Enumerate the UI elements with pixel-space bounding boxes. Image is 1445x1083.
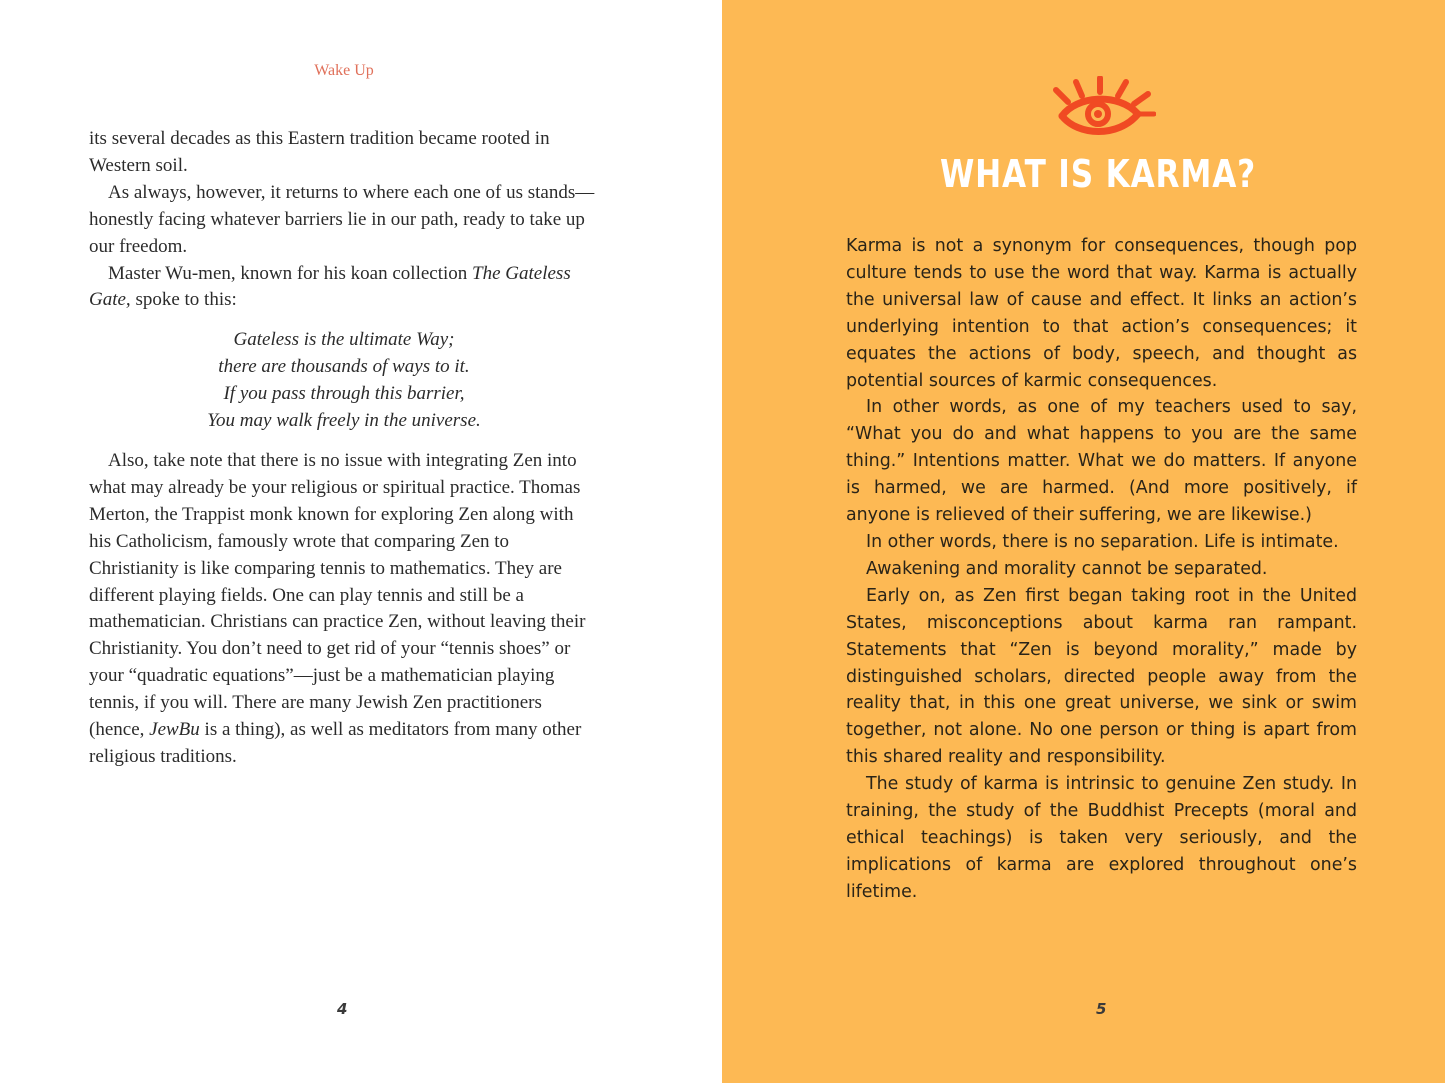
paragraph: Early on, as Zen first began taking root in the United States, misconceptions about karma ran rampant. Statements that “Zen is beyond morality,” made by distinguished scholars, directed people away from the reality that, in this one great universe, we sink or swim together, not alone. No one person or thing is apart from this shared reality and responsibility. <box>846 585 1357 768</box>
paragraph: its several decades as this Eastern tradition became rooted in Western soil. <box>89 128 550 176</box>
eye-icon <box>1048 76 1156 144</box>
paragraph: In other words, there is no separation. Life is intimate. <box>866 531 1339 552</box>
verse-line: You may walk freely in the universe. <box>207 410 481 432</box>
verse-line: there are thousands of ways to it. <box>218 356 470 378</box>
text-span: Also, take note that there is no issue with integrating Zen into what may already be your religious or spiritual practice. Thomas Merton, the Trappist monk known for exploring Zen along with his Catholicism, famously wrote that comparing Zen to Christianity is like comparing tennis to mathematics. They are different playing fields. One can play tennis and still be a mathematician. Christians can practice Zen, without leaving their Christianity. You don’t need to get rid of your “tennis shoes” or your “quadratic equations”—just be a mathematician playing tennis, if you will. There are many Jewish Zen practitioners (hence, <box>89 449 586 741</box>
paragraph: In other words, as one of my teachers used to say, “What you do and what happens to you are the same thing.” Intentions matter. What we do matters. If anyone is harmed, we are harmed. (And more positively, if anyone is relieved of their suffering, we are likewise.) <box>846 397 1357 526</box>
paragraph-wumen <box>89 261 599 315</box>
text-span: spoke to this: <box>130 289 237 311</box>
paragraph: As always, however, it returns to where each one of us stands—honestly facing whatever barriers lie in our path, ready to take up our freedom. <box>89 181 595 257</box>
paragraph-final <box>89 448 599 771</box>
page-number-left: 4 <box>337 1000 348 1018</box>
paragraph: The study of karma is intrinsic to genuine Zen study. In training, the study of the Buddhist Precepts (moral and ethical teachings) is taken very seriously, and the implications of karma are explored throughout one’s lifetime. <box>846 774 1357 902</box>
verse-quote <box>89 327 599 435</box>
text-span: is a thing), as well as meditators from many other religious traditions. <box>89 719 582 767</box>
right-body-text <box>846 233 1357 906</box>
running-head: Wake Up <box>314 62 374 79</box>
page-number-right: 5 <box>1096 1000 1107 1018</box>
paragraph: Karma is not a synonym for consequences, though pop culture tends to use the word that way. Karma is actually the universal law of cause and effect. It links an action’s underlying intention to that action’s consequences; it equates the actions of body, speech, and thought as potential sources of karmic consequences. <box>846 236 1357 391</box>
paragraph: Awakening and morality cannot be separated. <box>866 558 1268 579</box>
book-title: The Gateless Gate, <box>89 262 571 311</box>
left-page <box>0 0 722 1083</box>
left-body-text <box>89 126 599 771</box>
verse-line: Gateless is the ultimate Way; <box>233 329 455 351</box>
right-page <box>722 0 1445 1083</box>
chapter-title: WHAT IS KARMA? <box>939 152 1257 196</box>
verse-line: If you pass through this barrier, <box>223 383 465 405</box>
text-span: Master Wu-men, known for his koan collection <box>108 262 473 284</box>
italic-term: JewBu <box>149 719 200 741</box>
